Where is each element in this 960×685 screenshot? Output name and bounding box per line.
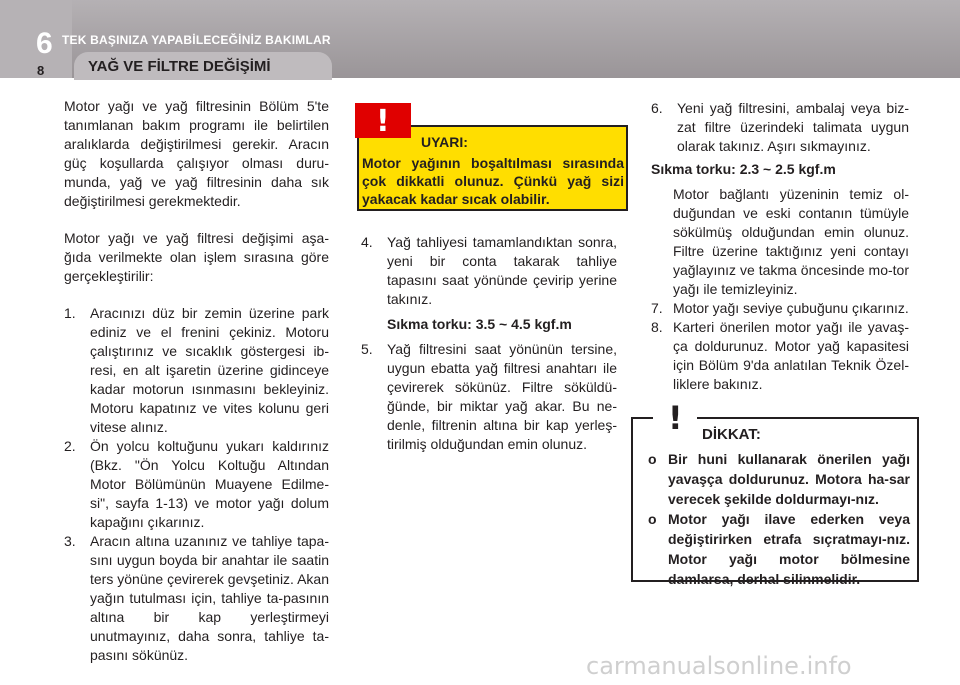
step-item xyxy=(361,233,617,309)
step-item xyxy=(64,532,329,665)
procedure-intro: Motor yağı ve yağ filtresi değişimi aşa-ğıda verilmekte olan işlem sırasına göre gerçekleştirilir: xyxy=(64,230,329,284)
page-number: 8 xyxy=(37,63,45,78)
chapter-number: 6 xyxy=(36,27,53,60)
bullet-icon: o xyxy=(648,511,657,527)
caution-item-text: Bir huni kullanarak önerilen yağı yavaşça doldurunuz. Motora ha-sar verecek şekilde doldurmayı-nız. xyxy=(668,451,910,507)
step-item xyxy=(64,437,329,532)
step-text: Yağ filtresini saat yönünün tersine, uygun ebatta yağ filtresi anahtarı ile çevirerek sökünüz. Filtre söküldü-ğünde, bir miktar yağ akar. Bu ne-denle, filtrenin altına bir kap yerleş-tirilmiş olduğundan emin olunuz. xyxy=(387,341,617,452)
column-middle xyxy=(361,233,617,454)
column-right xyxy=(651,99,909,394)
step-item xyxy=(64,304,329,437)
caution-box xyxy=(631,417,919,587)
warning-text: Motor yağının boşaltılması sırasında çok dikkatli olunuz. Çünkü yağ sizi yakacak kadar sıcak olabilir. xyxy=(362,155,624,207)
step-number: 5. xyxy=(361,341,373,357)
bullet-icon: o xyxy=(648,451,657,467)
step-item xyxy=(651,299,909,318)
step-number: 3. xyxy=(64,533,76,549)
step-text: Yağ tahliyesi tamamlandıktan sonra, yeni bir conta takarak tahliye tapasını saat yönünde çevirip yerine takınız. xyxy=(387,234,617,307)
step-number: 1. xyxy=(64,305,76,321)
section-title: YAĞ VE FİLTRE DEĞİŞİMİ xyxy=(88,58,271,75)
caution-exclamation-icon: ! xyxy=(653,399,697,439)
step-item xyxy=(651,99,909,156)
torque-spec: Sıkma torku: 2.3 ~ 2.5 kgf.m xyxy=(651,161,836,177)
warning-title: UYARI: xyxy=(421,134,468,150)
step-number: 8. xyxy=(651,319,663,335)
caution-title: DİKKAT: xyxy=(702,426,761,443)
step-item xyxy=(651,318,909,394)
step-number: 2. xyxy=(64,438,76,454)
caution-item-text: Motor yağı ilave ederken veya değiştirirken etrafa sıçratmayı-nız. Motor yağı motor bölmesine damlarsa, derhal silinmelidir. xyxy=(668,511,910,587)
step-text: Yeni yağ filtresini, ambalaj veya biz-zat filtre üzerindeki talimata uygun olarak takınız. Aşırı sıkmayınız. xyxy=(677,100,909,154)
watermark: carmanualsonline.info xyxy=(586,652,852,680)
step-number: 7. xyxy=(651,300,663,316)
step-text: Aracın altına uzanınız ve tahliye tapa-sını uygun boyda bir anahtar ile saatin ters yönüne çevirerek gevşetiniz. Akan yağın tutulması için, tahliye ta-pasının altına bir kap yerleştirmeyi unutmayınız, daha sonra, tahliye ta-pasını sökünüz. xyxy=(90,533,329,663)
note-text: Motor bağlantı yüzeninin temiz ol-duğundan ve eski contanın tümüyle sökülmüş olduğundan emin olunuz. Filtre üzerine taktığınız yeni contayı yağlayınız ve takma öncesinde mo-tor yağı ile temizleyiniz. xyxy=(673,186,909,297)
intro-paragraph: Motor yağı ve yağ filtresinin Bölüm 5'te tanımlanan bakım programı ile belirtilen aralıklarda değiştirilmesi gerekir. Aracın güç koşullarda çalışıyor olması duru-munda, yağ ve yağ filtresinin daha sık değiştirilmesi gerekmektedir. xyxy=(64,98,329,209)
chapter-title: TEK BAŞINIZA YAPABİLECEĞİNİZ BAKIMLAR xyxy=(62,33,331,47)
caution-item xyxy=(648,449,910,509)
step-text: Aracınızı düz bir zemin üzerine park ediniz ve el frenini çekiniz. Motoru çalıştırınız ve sıcaklık göstergesi ib-resi, en alt işaretin üzerine gidinceye kadar motorun ısınmasını bekleyiniz. Motoru kapatınız ve vites kolunu geri vitese alınız. xyxy=(90,305,329,435)
step-number: 4. xyxy=(361,234,373,250)
torque-spec: Sıkma torku: 3.5 ~ 4.5 kgf.m xyxy=(387,316,572,332)
caution-list xyxy=(648,449,910,589)
step-item xyxy=(361,340,617,454)
step-text: Ön yolcu koltuğunu yukarı kaldırınız (Bkz. "Ön Yolcu Koltuğu Altından Motor Bölümünün Muayene Edilme-si", sayfa 1-13) ve motor yağı dolum kapağını çıkarınız. xyxy=(90,438,329,530)
step-text: Motor yağı seviye çubuğunu çıkarınız. xyxy=(673,300,909,316)
caution-item xyxy=(648,509,910,589)
step-number: 6. xyxy=(651,100,663,116)
column-left xyxy=(64,97,329,665)
warning-exclamation-icon: ! xyxy=(355,103,411,138)
step-text: Karteri önerilen motor yağı ile yavaş-ça doldurunuz. Motor yağ kapasitesi için Bölüm 9'da anlatılan Teknik Özel-liklere bakınız. xyxy=(673,319,909,392)
